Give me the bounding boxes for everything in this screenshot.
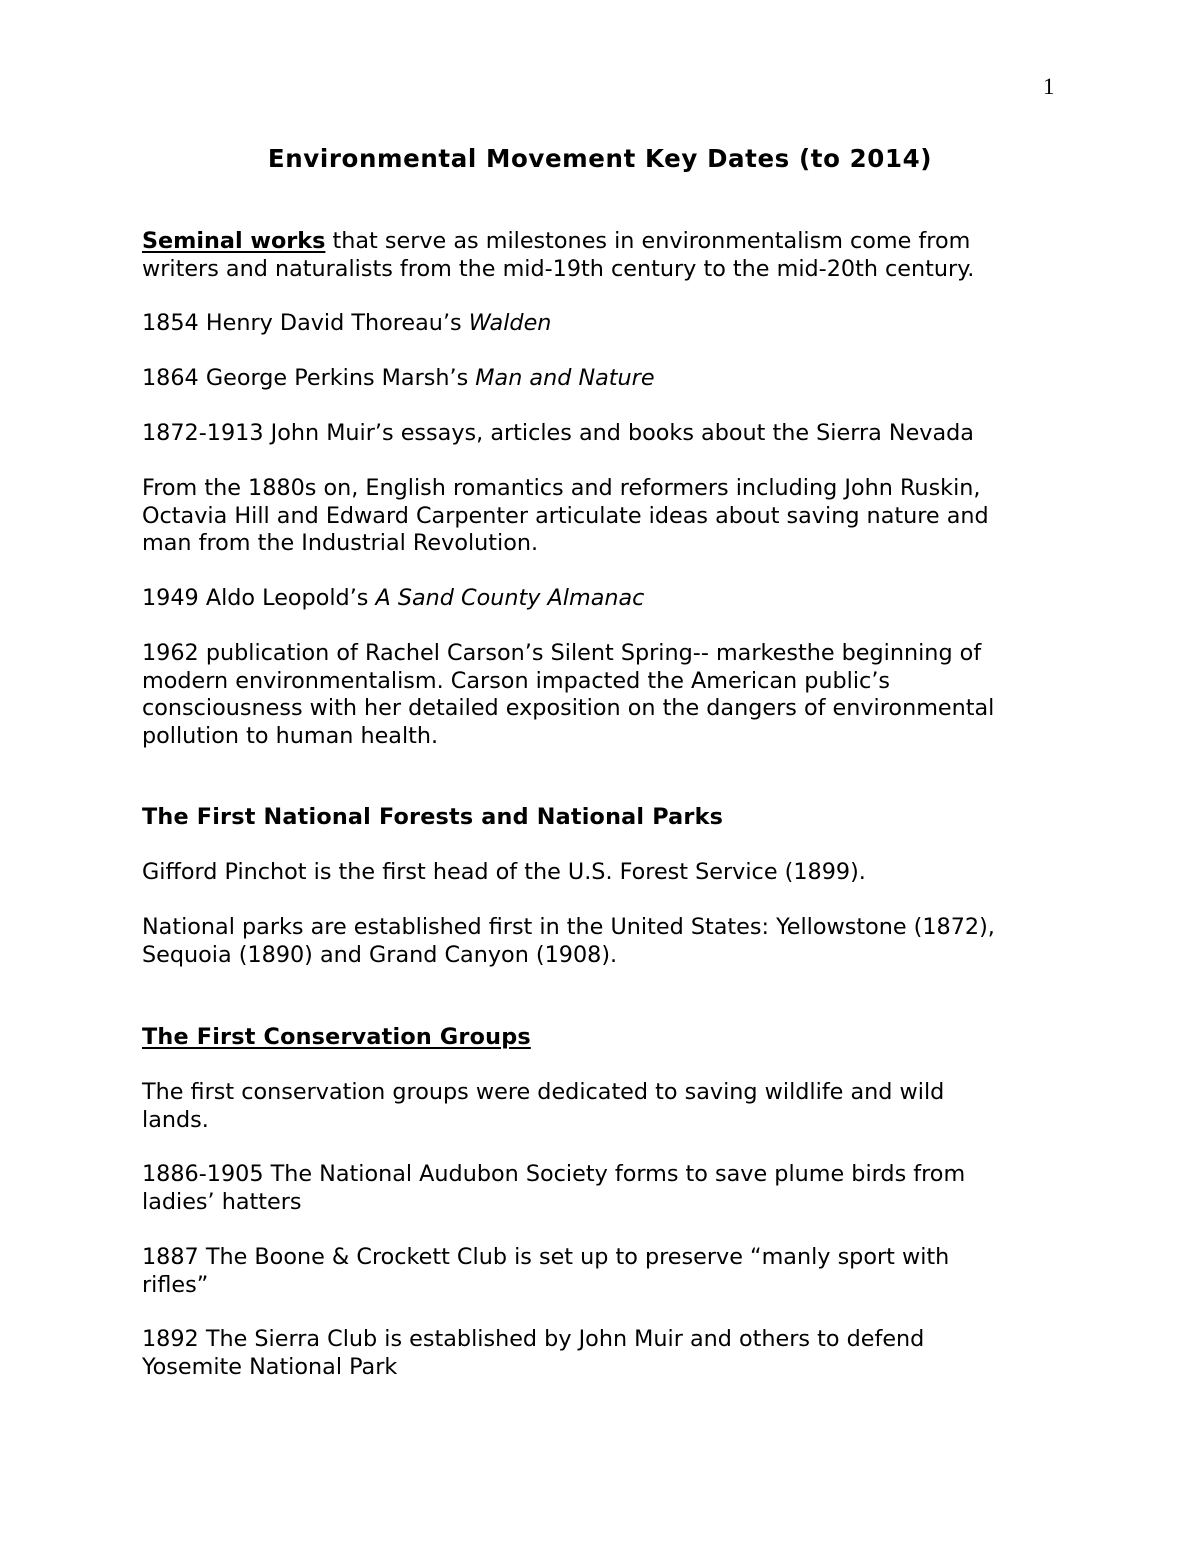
groups-intro-line: lands. (142, 1106, 209, 1133)
work-leopold (142, 585, 1102, 613)
sierra-line: 1892 The Sierra Club is established by John Muir and others to defend (142, 1326, 925, 1352)
groups-intro-paragraph (142, 1079, 1102, 1134)
carson-paragraph (142, 640, 1102, 750)
work-muir: 1872-1913 John Muir’s essays, articles and books about the Sierra Nevada (142, 420, 974, 446)
parks-line: Sequoia (1890) and Grand Canyon (1908). (142, 941, 618, 968)
seminal-line-1 (142, 228, 1102, 256)
carson-line: modern environmentalism. Carson impacted the American public’s (142, 667, 891, 694)
forests-heading: The First National Forests and National Parks (142, 804, 724, 830)
work-man-and-nature (142, 365, 1102, 393)
parks-paragraph (142, 914, 1102, 969)
sierra-line: Yosemite National Park (142, 1353, 398, 1380)
work-marsh-text: 1864 George Perkins Marsh’s (142, 365, 476, 391)
boone-crockett-paragraph (142, 1244, 1102, 1299)
romantics-line: From the 1880s on, English romantics and reformers including John Ruskin, (142, 475, 981, 501)
carson-line: pollution to human health. (142, 722, 439, 749)
conservation-heading: The First Conservation Groups (142, 1024, 531, 1050)
work-walden-text: 1854 Henry David Thoreau’s (142, 310, 469, 336)
boone-line: 1887 The Boone & Crockett Club is set up to preserve “manly sport with (142, 1244, 950, 1270)
document-title: Environmental Movement Key Dates (to 2014) (267, 144, 933, 173)
work-leopold-text: 1949 Aldo Leopold’s (142, 585, 376, 611)
work-walden-title: Walden (468, 310, 552, 336)
romantics-line: man from the Industrial Revolution. (142, 530, 539, 557)
carson-line: consciousness with her detailed exposition on the dangers of environmental (142, 695, 995, 722)
work-marsh-title: Man and Nature (475, 365, 655, 391)
sierra-club-paragraph (142, 1326, 1102, 1381)
seminal-works-paragraph (142, 228, 1102, 283)
romantics-paragraph (142, 475, 1102, 558)
carson-line: 1962 publication of Rachel Carson’s Silent Spring-- markesthe beginning of (142, 640, 982, 666)
work-walden (142, 310, 1102, 338)
page-number: 1 (1043, 74, 1055, 99)
boone-line: rifles” (142, 1271, 209, 1298)
pinchot-paragraph: Gifford Pinchot is the first head of the U.S. Forest Service (1899). (142, 859, 866, 885)
seminal-works-label: Seminal works (142, 228, 326, 254)
seminal-line-1-text: that serve as milestones in environmentalism come from (325, 228, 971, 254)
audubon-line: ladies’ hatters (142, 1188, 302, 1215)
seminal-line-2: writers and naturalists from the mid-19th century to the mid-20th century. (142, 255, 975, 282)
romantics-line: Octavia Hill and Edward Carpenter articulate ideas about saving nature and (142, 502, 989, 529)
audubon-paragraph (142, 1161, 1102, 1216)
groups-intro-line: The first conservation groups were dedicated to saving wildlife and wild (142, 1079, 945, 1105)
parks-line: National parks are established first in the United States: Yellowstone (1872), (142, 914, 995, 940)
audubon-line: 1886-1905 The National Audubon Society forms to save plume birds from (142, 1161, 966, 1187)
work-leopold-title: A Sand County Almanac (375, 585, 645, 611)
